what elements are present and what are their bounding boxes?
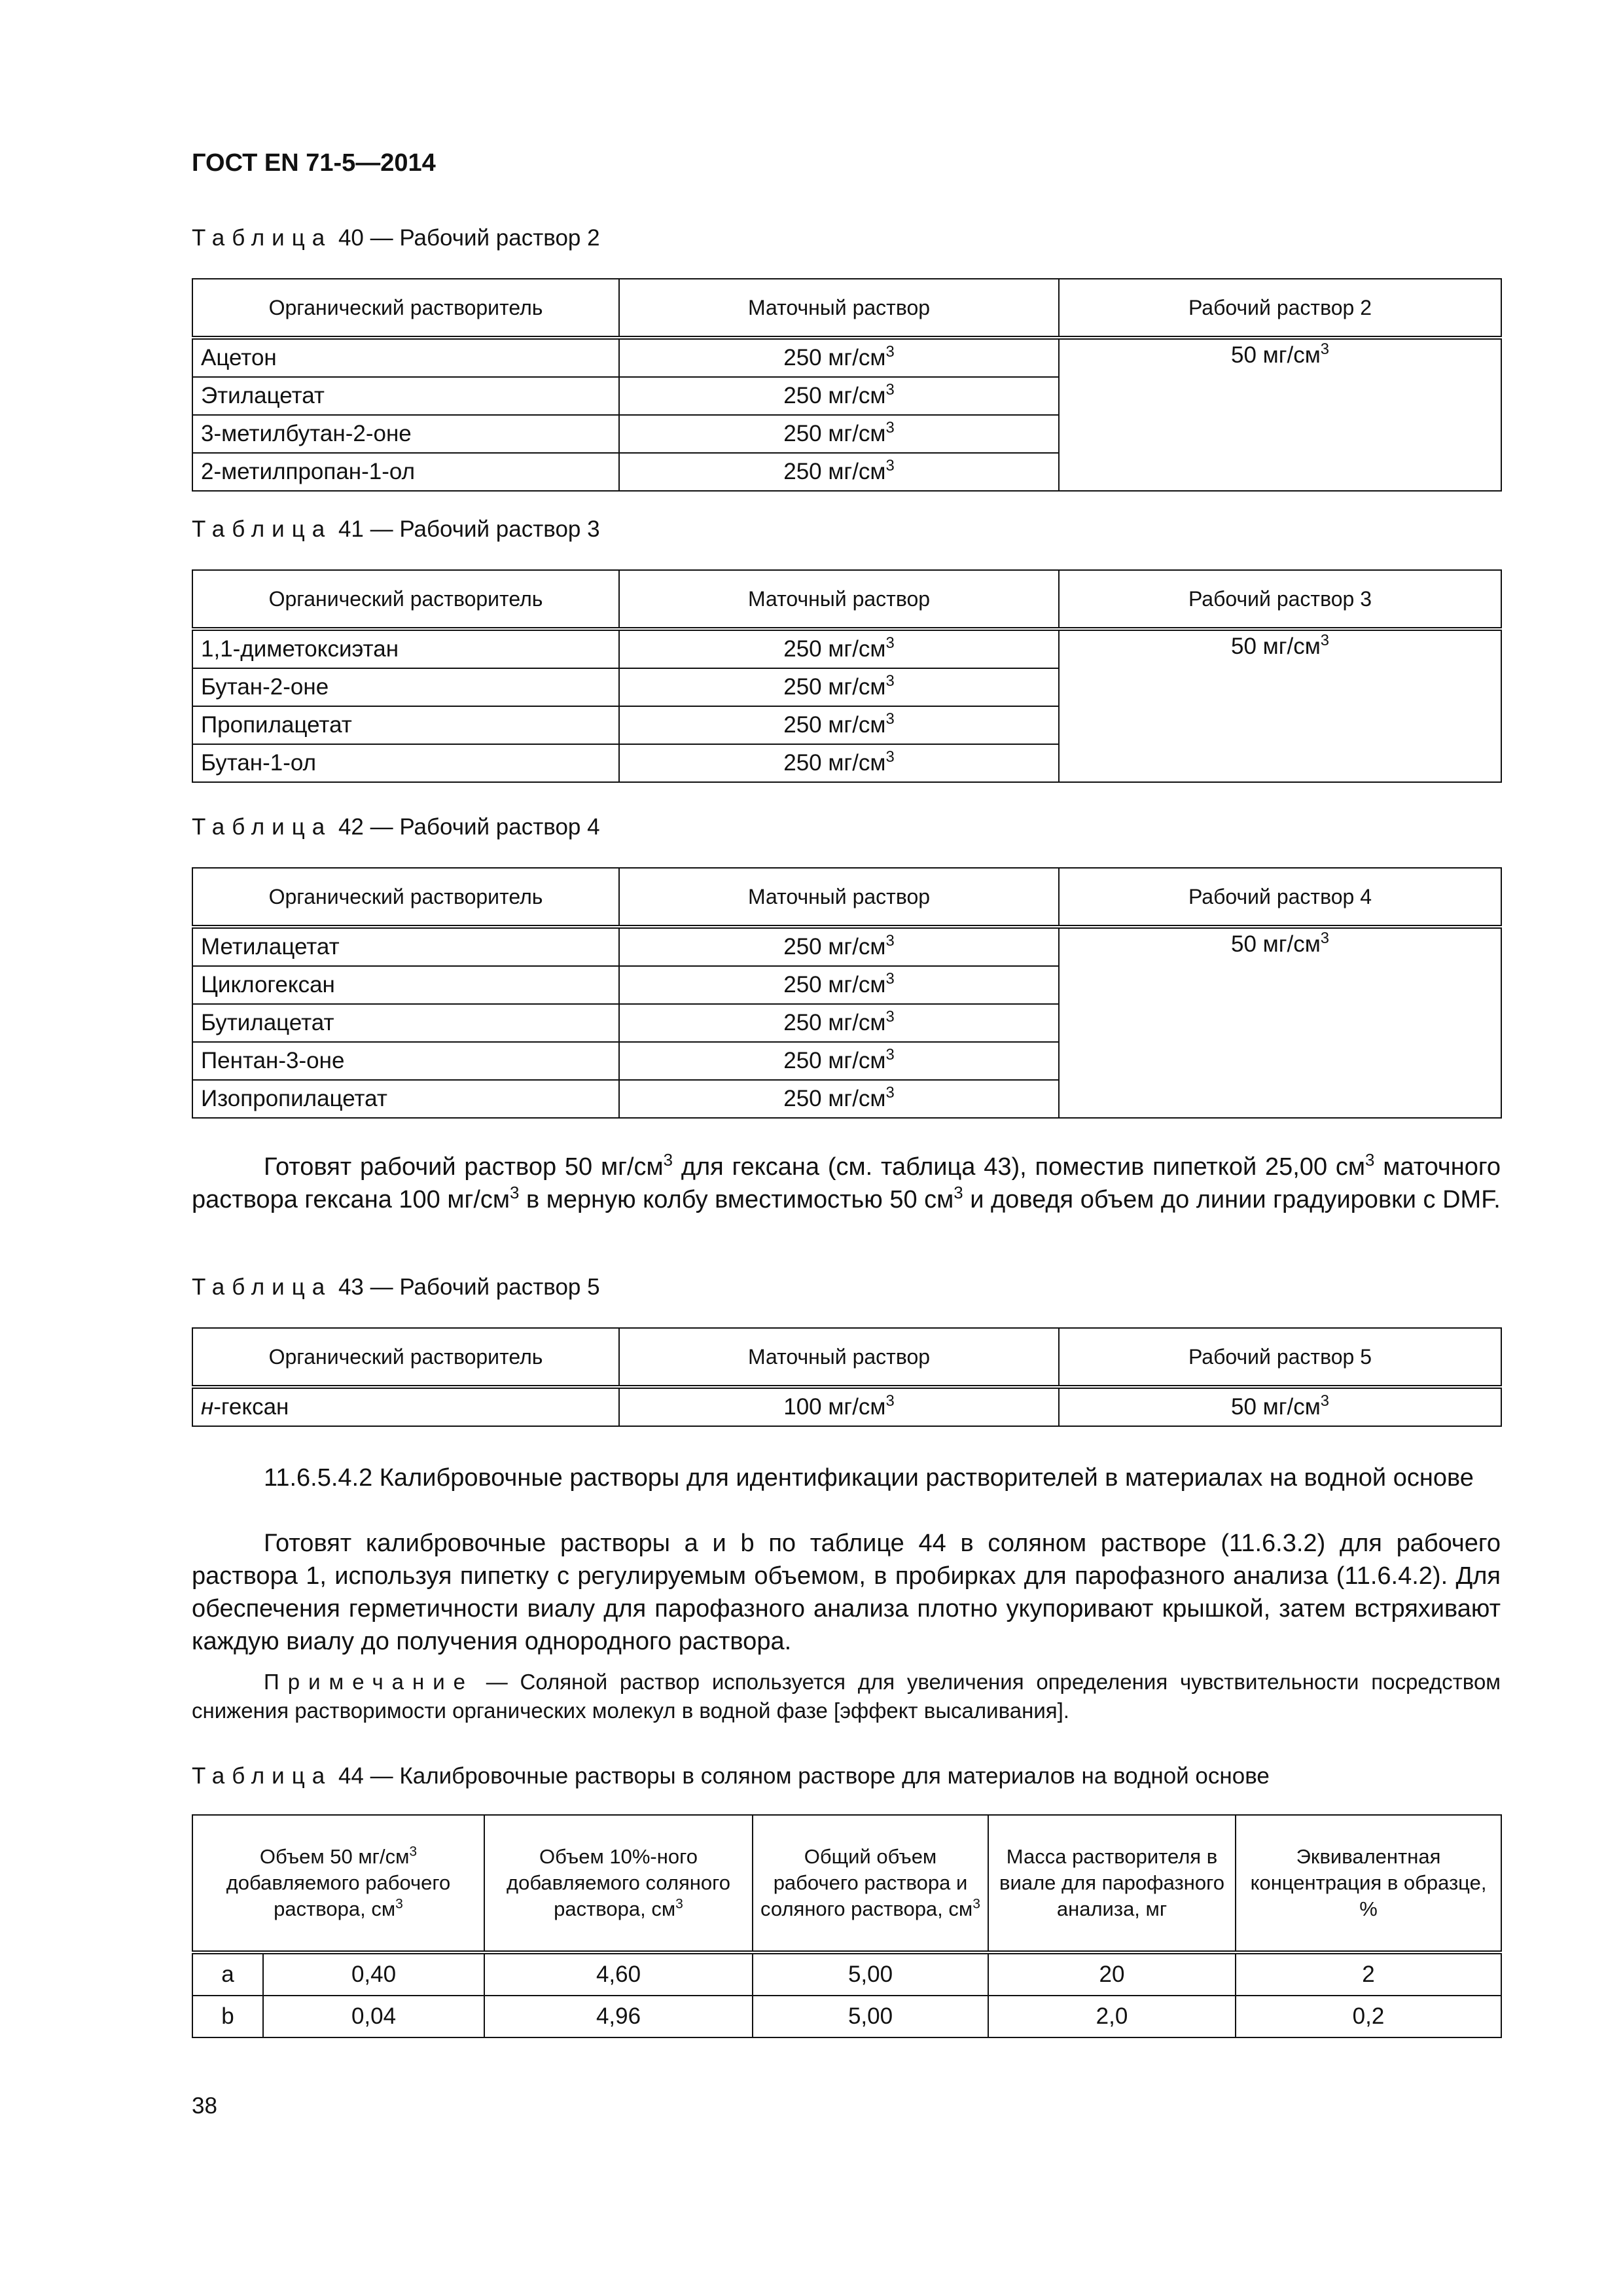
solvent-name: 1,1-диметоксиэтан	[192, 629, 619, 668]
table-row	[192, 927, 1501, 966]
solvent-name: Ацетон	[192, 338, 619, 377]
stock-value: 250 $мг/см^3$	[619, 1004, 1059, 1042]
table-row	[192, 629, 1501, 668]
stock-value: 250 $мг/см^3$	[619, 927, 1059, 966]
table-43-caption	[192, 1274, 600, 1300]
caption-text: 40 — Рабочий раствор 2	[332, 225, 600, 251]
row-label: b	[192, 1996, 263, 2037]
cell-total-volume: 5,00	[753, 1996, 988, 2037]
solvent-name: 2-метилпропан-1-ол	[192, 453, 619, 491]
row-label: a	[192, 1952, 263, 1996]
document-standard-title: ГОСТ EN 71-5—2014	[192, 149, 436, 177]
caption-text: 43 — Рабочий раствор 5	[332, 1274, 600, 1300]
column-header-solvent: Органический растворитель	[192, 1328, 619, 1387]
stock-value: 250 $мг/см^3$	[619, 1042, 1059, 1080]
stock-value: 250 $мг/см^3$	[619, 966, 1059, 1004]
section-heading: 11.6.5.4.2 Калибровочные растворы для идентификации растворителей в материалах на водной основе	[264, 1464, 1474, 1492]
section-body: Готовят калибровочные растворы a и b по таблице 44 в соляном растворе (11.6.3.2) для рабочего раствора 1, используя пипетку с регулируемым объемом, в пробирках для парофазного анализа (11.6.4.2). Для обеспечения герметичности виалу для парофазного анализа плотно укупоривают крышкой, затем встряхивают каждую виалу до получения однородного раствора.	[192, 1530, 1501, 1655]
hexane-preparation-paragraph: Готовят рабочий раствор 50 $мг/см^3$ для гексана (см. таблица 43), поместив пипеткой 25,00 $см^3$ маточного раствора гексана 100 $мг/см^3$ в мерную колбу вместимостью 50 $см^3$ и доведя объем до линии градуировки с DMF.	[192, 1151, 1501, 1213]
column-header-salt-volume: Объем 10%-ного добавляемого соляного раствора, $см^3$	[484, 1815, 753, 1952]
solvent-name: Бутан-1-ол	[192, 744, 619, 782]
solvent-name: Этилацетат	[192, 377, 619, 415]
caption-word: Таблица	[192, 1763, 332, 1789]
column-header-working-volume: Объем 50 $мг/см^3$ добавляемого рабочего раствора, $см^3$	[192, 1815, 484, 1952]
cell-solvent-mass: 20	[988, 1952, 1236, 1996]
column-header-stock: Маточный раствор	[619, 868, 1059, 927]
table-44	[192, 1814, 1502, 2038]
table-42-caption	[192, 814, 600, 840]
cell-concentration: 2	[1236, 1952, 1501, 1996]
caption-text: 42 — Рабочий раствор 4	[332, 814, 600, 840]
table-43	[192, 1327, 1502, 1427]
solvent-name: Бутан-2-оне	[192, 668, 619, 706]
cell-working-volume: 0,04	[263, 1996, 484, 2037]
page-number: 38	[192, 2093, 217, 2119]
stock-value: 250 $мг/см^3$	[619, 706, 1059, 744]
solvent-name: Изопропилацетат	[192, 1080, 619, 1118]
caption-text: 44 — Калибровочные растворы в соляном растворе для материалов на водной основе	[332, 1763, 1270, 1789]
caption-word: Таблица	[192, 516, 332, 542]
table-40	[192, 278, 1502, 492]
caption-word: Таблица	[192, 1274, 332, 1300]
column-header-working: Рабочий раствор 4	[1059, 868, 1501, 927]
column-header-stock: Маточный раствор	[619, 570, 1059, 629]
column-header-solvent: Органический растворитель	[192, 868, 619, 927]
working-value: 50 $мг/см^3$	[1059, 629, 1501, 782]
table-row	[192, 1387, 1501, 1426]
solvent-name: Пентан-3-оне	[192, 1042, 619, 1080]
cell-working-volume: 0,40	[263, 1952, 484, 1996]
cell-solvent-mass: 2,0	[988, 1996, 1236, 2037]
stock-value: 250 $мг/см^3$	[619, 629, 1059, 668]
column-header-stock: Маточный раствор	[619, 279, 1059, 338]
solvent-name: 3-метилбутан-2-оне	[192, 415, 619, 453]
table-44-caption	[192, 1763, 1270, 1789]
working-value: 50 $мг/см^3$	[1059, 338, 1501, 491]
column-header-solvent-mass: Масса растворителя в виале для парофазного анализа, мг	[988, 1815, 1236, 1952]
stock-value: 250 $мг/см^3$	[619, 415, 1059, 453]
solvent-name: Метилацетат	[192, 927, 619, 966]
column-header-equivalent-concentration: Эквивалентная концентрация в образце, %	[1236, 1815, 1501, 1952]
solvent-name: Пропилацетат	[192, 706, 619, 744]
table-row	[192, 1996, 1501, 2037]
stock-value: 100 $мг/см^3$	[619, 1387, 1059, 1426]
table-40-caption	[192, 225, 600, 251]
working-value: 50 $мг/см^3$	[1059, 1387, 1501, 1426]
note-paragraph	[192, 1668, 1501, 1725]
solvent-name: н-гексан	[192, 1387, 619, 1426]
column-header-solvent: Органический растворитель	[192, 570, 619, 629]
caption-word: Таблица	[192, 814, 332, 840]
cell-salt-volume: 4,60	[484, 1952, 753, 1996]
working-value: 50 $мг/см^3$	[1059, 927, 1501, 1118]
caption-text: 41 — Рабочий раствор 3	[332, 516, 600, 542]
note-label: Примечание	[264, 1670, 474, 1694]
table-row	[192, 1952, 1501, 1996]
column-header-stock: Маточный раствор	[619, 1328, 1059, 1387]
table-42	[192, 867, 1502, 1119]
table-row	[192, 338, 1501, 377]
stock-value: 250 $мг/см^3$	[619, 338, 1059, 377]
stock-value: 250 $мг/см^3$	[619, 453, 1059, 491]
note-text: — Соляной раствор используется для увеличения определения чувствительности посредством снижения растворимости органических молекул в водной фазе [эффект высаливания].	[192, 1670, 1501, 1723]
table-41	[192, 569, 1502, 783]
caption-word: Таблица	[192, 225, 332, 251]
stock-value: 250 $мг/см^3$	[619, 668, 1059, 706]
column-header-working: Рабочий раствор 3	[1059, 570, 1501, 629]
solvent-name: Циклогексан	[192, 966, 619, 1004]
column-header-solvent: Органический растворитель	[192, 279, 619, 338]
solvent-name: Бутилацетат	[192, 1004, 619, 1042]
column-header-working: Рабочий раствор 5	[1059, 1328, 1501, 1387]
column-header-total-volume: Общий объем рабочего раствора и соляного раствора, $см^3$	[753, 1815, 988, 1952]
table-41-caption	[192, 516, 600, 543]
cell-total-volume: 5,00	[753, 1952, 988, 1996]
cell-concentration: 0,2	[1236, 1996, 1501, 2037]
stock-value: 250 $мг/см^3$	[619, 1080, 1059, 1118]
stock-value: 250 $мг/см^3$	[619, 377, 1059, 415]
column-header-working: Рабочий раствор 2	[1059, 279, 1501, 338]
stock-value: 250 $мг/см^3$	[619, 744, 1059, 782]
cell-salt-volume: 4,96	[484, 1996, 753, 2037]
